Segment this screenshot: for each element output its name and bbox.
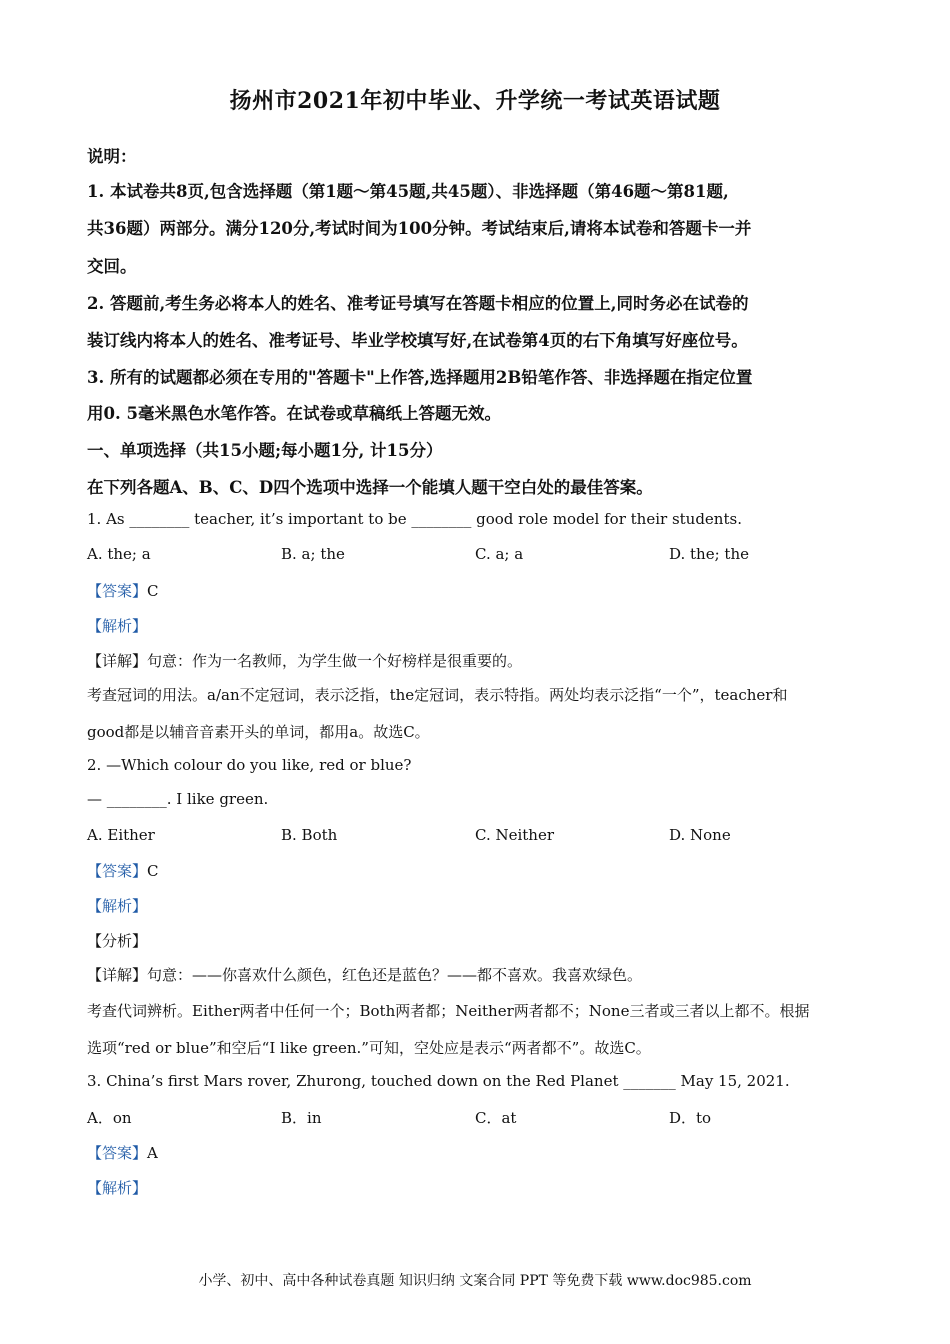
option-d: D．to [669,1109,712,1127]
instruction-line: 用0. 5毫米黑色水笔作答。在试卷或草稿纸上答题无效。 [87,404,501,423]
instruction-line: 共36题）两部分。满分120分,考试时间为100分钟。考试结束后,请将本试卷和答题卡一并 [87,219,752,238]
option-c: C. Neither [475,826,555,844]
question-stem: 2. —Which colour do you like, red or blue? [87,756,412,774]
instructions-heading: 说明： [87,147,137,166]
options-row [87,826,867,848]
analysis-line [87,1177,867,1198]
detail-line: 考查代词辨析。Either两者中任何一个；Both两者都；Neither两者都不；None三者或三者以上都不。根据 [87,1002,810,1020]
detail-line [87,964,867,985]
analysis-tag: 【解析】 [87,897,148,915]
question-stem: — ________. I like green. [87,790,269,808]
question-stem: 1. As ________ teacher, it’s important to be ________ good role model for their students. [87,510,742,528]
answer-value: A [147,1144,158,1162]
answer-value: C [147,582,159,600]
answer-tag: 【答案】 [87,862,148,880]
analysis-line [87,615,867,636]
detail-line: 考查冠词的用法。a/an不定冠词，表示泛指，the定冠词，表示特指。两处均表示泛指“一个”，teacher和 [87,686,788,704]
option-c: C．at [475,1109,517,1127]
instruction-line: 装订线内将本人的姓名、准考证号、毕业学校填写好,在试卷第4页的右下角填写好座位号。 [87,331,748,350]
detail-line: 选项“red or blue”和空后“I like green.”可知，空处应是表示“两者都不”。故选C。 [87,1039,651,1057]
detail-text: 句意：作为一名教师，为学生做一个好榜样是很重要的。 [147,652,523,670]
instruction-line: 3. 所有的试题都必须在专用的"答题卡"上作答,选择题用2B铅笔作答、非选择题在指定位置 [87,368,753,387]
option-c: C. a; a [475,545,524,563]
option-b: B. a; the [281,545,345,563]
analysis-line [87,895,867,916]
instruction-line: 交回。 [87,257,137,276]
page-footer: 小学、初中、高中各种试卷真题 知识归纳 文案合同 PPT 等免费下载 www.doc985.com [198,1273,752,1289]
instruction-line: 1. 本试卷共8页,包含选择题（第1题～第45题,共45题）、非选择题（第46题～第81题, [87,182,729,201]
options-row [87,1107,867,1129]
answer-tag: 【答案】 [87,1144,148,1162]
fenxi-line: 【分析】 [87,932,148,950]
question-stem: 3. China’s first Mars rover, Zhurong, touched down on the Red Planet _______ May 15, 2021. [87,1072,790,1090]
analysis-tag: 【解析】 [87,1179,148,1197]
detail-tag: 【详解】 [87,652,148,670]
section-heading: 一、单项选择（共15小题;每小题1分, 计15分） [87,441,443,460]
answer-line [87,860,867,881]
page-title: 扬州市2021年初中毕业、升学统一考试英语试题 [229,88,721,114]
section-direction: 在下列各题A、B、C、D四个选项中选择一个能填人题干空白处的最佳答案。 [87,478,653,497]
options-row [87,545,867,567]
answer-value: C [147,862,159,880]
answer-tag: 【答案】 [87,582,148,600]
instruction-line: 2. 答题前,考生务必将本人的姓名、准考证号填写在答题卡相应的位置上,同时务必在试卷的 [87,294,749,313]
answer-line [87,1142,867,1163]
detail-text: 句意：——你喜欢什么颜色，红色还是蓝色？——都不喜欢。我喜欢绿色。 [147,966,643,984]
option-b: B．in [281,1109,322,1127]
option-a: A. Either [87,826,155,844]
option-d: D. the; the [669,545,749,563]
detail-line: good都是以辅音音素开头的单词，都用a。故选C。 [87,723,430,741]
option-a: A．on [87,1109,132,1127]
option-b: B. Both [281,826,338,844]
detail-line [87,650,867,671]
option-d: D. None [669,826,731,844]
analysis-tag: 【解析】 [87,617,148,635]
answer-line [87,580,867,601]
detail-tag: 【详解】 [87,966,148,984]
option-a: A. the; a [87,545,151,563]
